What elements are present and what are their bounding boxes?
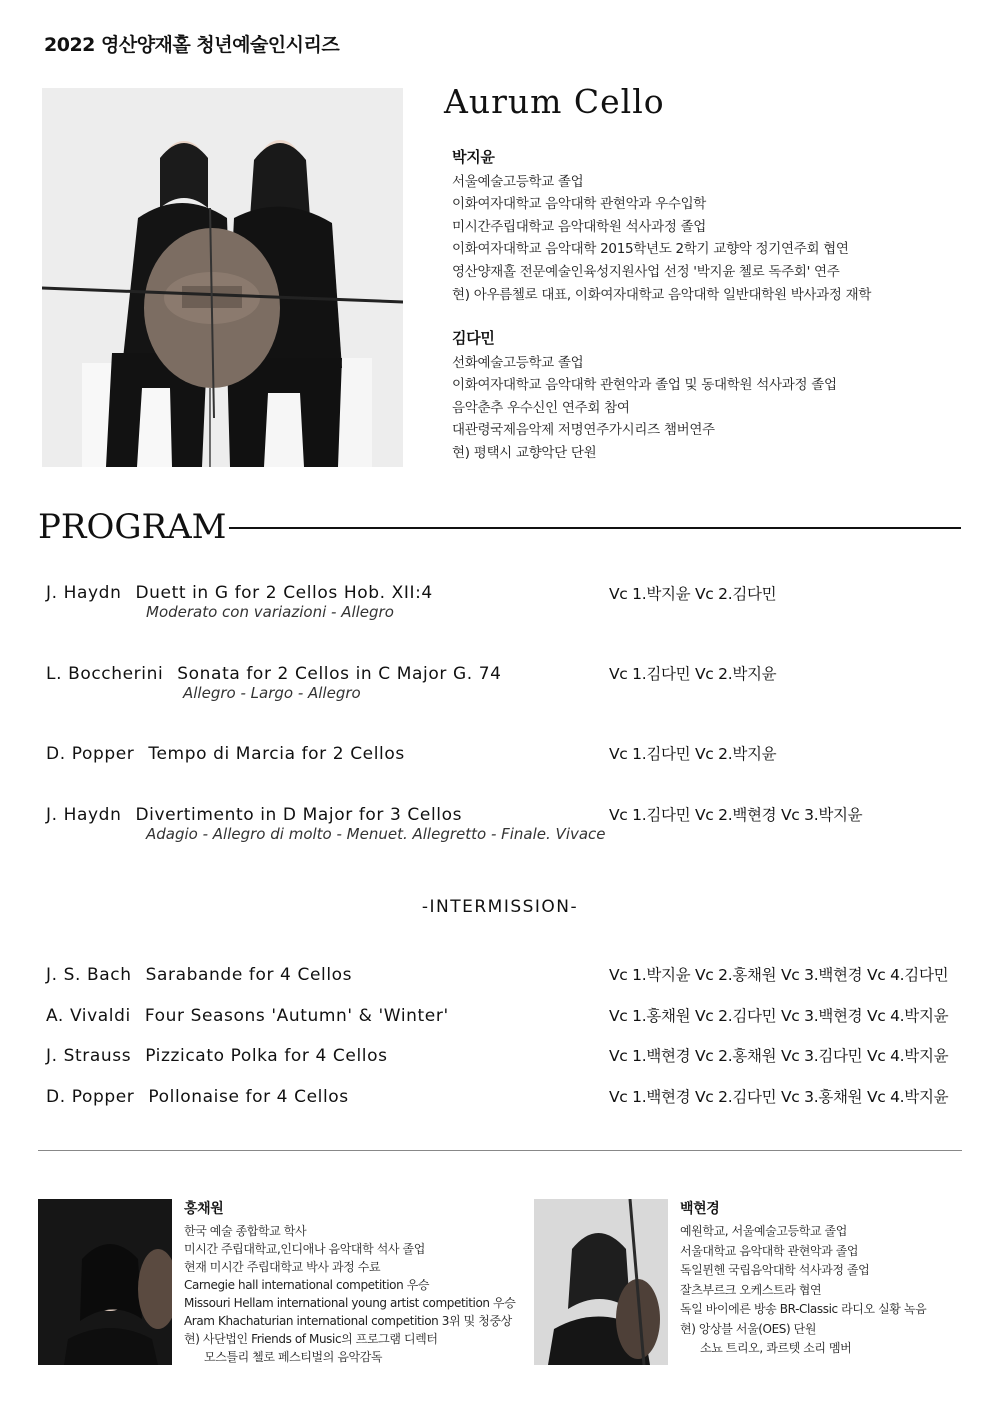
composer: J. S. Bach <box>46 965 132 985</box>
program-item <box>46 664 502 702</box>
performers: Vc 1.백현경 Vc 2.홍채원 Vc 3.김다민 Vc 4.박지윤 <box>609 1047 949 1065</box>
work-title: Duett in G for 2 Cellos Hob. XII:4 <box>135 583 433 603</box>
bio-name: 박지윤 <box>452 148 495 166</box>
bio-line: 미시간 주립대학교,인디애나 음악대학 석사 졸업 <box>184 1242 425 1256</box>
duo-photo <box>42 88 403 467</box>
intermission-label: -INTERMISSION- <box>421 897 579 917</box>
bio-line: 대관령국제음악제 저명연주가시리즈 챔버연주 <box>452 422 715 439</box>
movements: Allegro - Largo - Allegro <box>183 684 361 702</box>
bio-line: 이화여자대학교 음악대학 2015학년도 2학기 교향악 정기연주회 협연 <box>452 241 849 258</box>
bio-name: 백현경 <box>680 1201 720 1217</box>
program-item <box>46 1006 449 1026</box>
bio-line: 잘츠부르크 오케스트라 협연 <box>680 1282 822 1297</box>
work-title: Divertimento in D Major for 3 Cellos <box>135 805 463 825</box>
bio-line: 선화예술고등학교 졸업 <box>452 354 584 371</box>
composer: L. Boccherini <box>46 664 164 684</box>
composer: J. Strauss <box>46 1046 132 1066</box>
bio-line: 모스틀리 첼로 페스티벌의 음악감독 <box>204 1350 383 1364</box>
performers: Vc 1.김다민 Vc 2.백현경 Vc 3.박지윤 <box>609 806 863 824</box>
work-title: Pizzicato Polka for 4 Cellos <box>145 1046 388 1066</box>
bio-line: Aram Khachaturian international competition 3위 및 청중상 <box>184 1314 512 1328</box>
bio-line: 예원학교, 서울예술고등학교 졸업 <box>680 1224 847 1238</box>
program-item <box>46 1046 388 1066</box>
program-item <box>46 744 405 764</box>
bio-line: 한국 예술 종합학교 학사 <box>184 1224 307 1238</box>
composer: D. Popper <box>46 744 135 764</box>
work-title: Sarabande for 4 Cellos <box>145 965 353 985</box>
program-item <box>46 805 606 843</box>
bio-name: 홍채원 <box>184 1201 224 1217</box>
movements: Moderato con variazioni - Allegro <box>146 603 394 621</box>
performers: Vc 1.김다민 Vc 2.박지윤 <box>609 745 777 763</box>
composer: J. Haydn <box>46 805 122 825</box>
performers: Vc 1.김다민 Vc 2.박지윤 <box>609 665 777 683</box>
guest-photo-hong <box>38 1199 172 1365</box>
bio-line: 영산양재홀 전문예술인육성지원사업 선정 '박지윤 첼로 독주회' 연주 <box>452 263 840 280</box>
bio-line: 서울대학교 음악대학 관현악과 졸업 <box>680 1243 859 1258</box>
performers: Vc 1.백현경 Vc 2.김다민 Vc 3.홍채원 Vc 4.박지윤 <box>609 1088 949 1106</box>
bio-line: 독일 바이에른 방송 BR-Classic 라디오 실황 녹음 <box>680 1302 927 1316</box>
work-title: Sonata for 2 Cellos in C Major G. 74 <box>177 664 502 684</box>
bio-park-jiyun <box>452 146 871 306</box>
work-title: Four Seasons 'Autumn' & 'Winter' <box>144 1006 449 1026</box>
series-title: 2022 영산양재홀 청년예술인시리즈 <box>44 34 340 56</box>
bio-line: 미시간주립대학교 음악대학원 석사과정 졸업 <box>452 218 707 235</box>
bio-line: 이화여자대학교 음악대학 관현악과 우수입학 <box>452 196 707 213</box>
bio-line: 독일뮌헨 국립음악대학 석사과정 졸업 <box>680 1263 870 1277</box>
performers: Vc 1.박지윤 Vc 2.김다민 <box>609 585 777 603</box>
ensemble-name: Aurum Cello <box>444 82 665 121</box>
bio-line: 현재 미시간 주립대학교 박사 과정 수료 <box>184 1260 381 1274</box>
bio-line: 서울예술고등학교 졸업 <box>452 173 584 190</box>
composer: J. Haydn <box>46 583 122 603</box>
composer: A. Vivaldi <box>46 1006 131 1026</box>
movements: Adagio - Allegro di molto - Menuet. Allegretto - Finale. Vivace <box>146 825 606 843</box>
bio-baek-hyunkyung <box>680 1200 926 1359</box>
bio-line: 현) 평택시 교향악단 단원 <box>452 444 597 461</box>
section-divider <box>38 1150 962 1151</box>
work-title: Tempo di Marcia for 2 Cellos <box>148 744 405 764</box>
bio-line: Missouri Hellam international young artist competition 우승 <box>184 1296 516 1310</box>
bio-line: 현) 아우름첼로 대표, 이화여자대학교 음악대학 일반대학원 박사과정 재학 <box>452 286 872 303</box>
program-title: PROGRAM <box>38 507 227 547</box>
composer: D. Popper <box>46 1087 135 1107</box>
program-item <box>46 583 433 621</box>
work-title: Pollonaise for 4 Cellos <box>148 1087 349 1107</box>
program-item <box>46 1087 349 1107</box>
performers: Vc 1.박지윤 Vc 2.홍채원 Vc 3.백현경 Vc 4.김다민 <box>609 966 949 984</box>
bio-kim-damin <box>452 327 837 465</box>
program-item <box>46 965 352 985</box>
bio-line: 현) 사단법인 Friends of Music의 프로그램 디렉터 <box>184 1332 438 1346</box>
performers: Vc 1.홍채원 Vc 2.김다민 Vc 3.백현경 Vc 4.박지윤 <box>609 1007 949 1025</box>
bio-line: Carnegie hall international competition 우승 <box>184 1278 430 1292</box>
bio-line: 소뇨 트리오, 콰르텟 소리 멤버 <box>700 1341 852 1355</box>
program-divider <box>229 527 961 529</box>
bio-hong-chaewon <box>184 1200 515 1366</box>
guest-photo-baek <box>534 1199 668 1365</box>
bio-line: 음악춘추 우수신인 연주회 참여 <box>452 399 630 416</box>
bio-line: 이화여자대학교 음악대학 관현악과 졸업 및 동대학원 석사과정 졸업 <box>452 377 837 394</box>
bio-name: 김다민 <box>452 329 495 347</box>
bio-line: 현) 앙상블 서울(OES) 단원 <box>680 1321 817 1336</box>
